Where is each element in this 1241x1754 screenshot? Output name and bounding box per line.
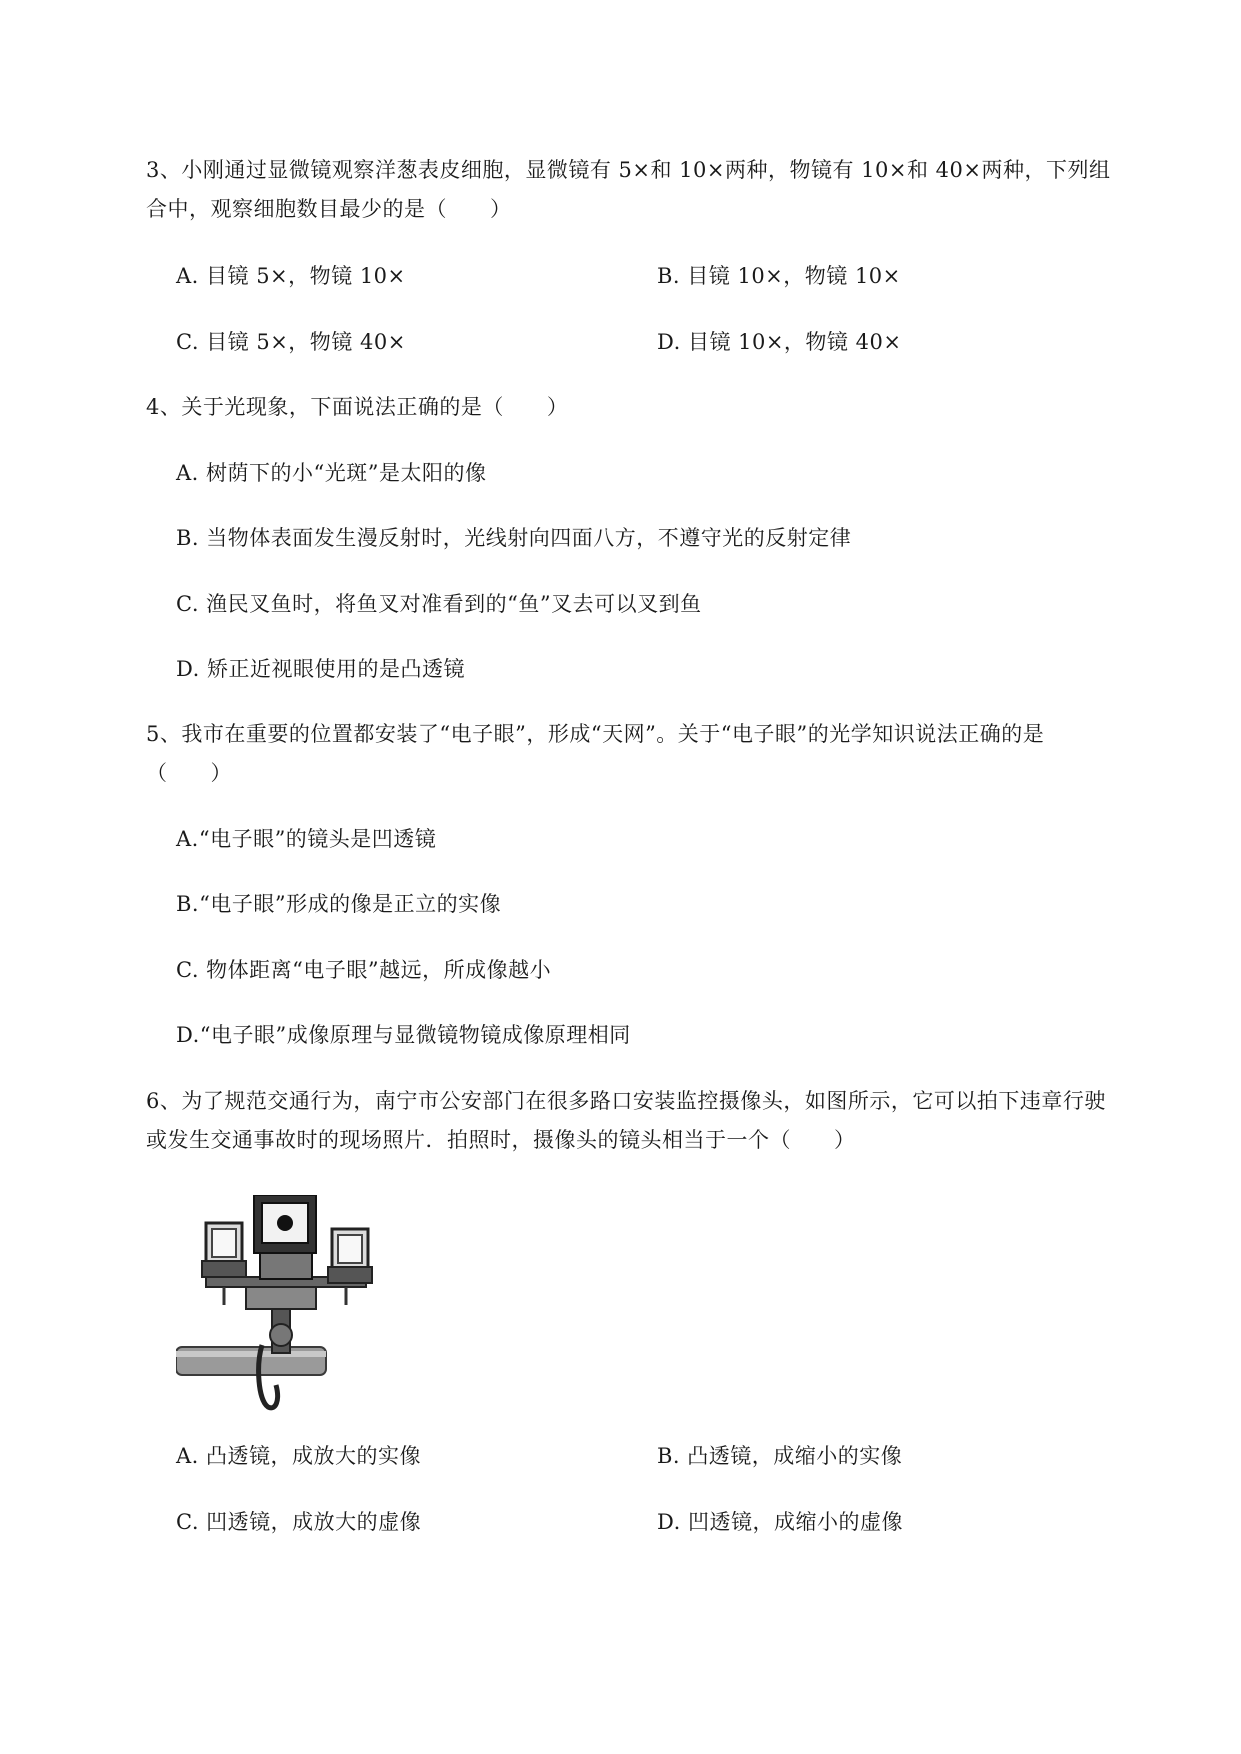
question-4-option-c: C. 渔民叉鱼时，将鱼叉对准看到的“鱼”叉去可以叉到鱼 [176, 592, 702, 616]
question-6-option-d: D. 凹透镜，成缩小的虚像 [657, 1510, 903, 1534]
question-4-option-a: A. 树荫下的小“光斑”是太阳的像 [176, 461, 487, 485]
question-6-stem-line-1: 6、为了规范交通行为，南宁市公安部门在很多路口安装监控摄像头，如图所示，它可以拍下违章行驶 [146, 1089, 1106, 1113]
question-4-stem-line-1: 4、关于光现象，下面说法正确的是（ ） [146, 395, 569, 419]
question-3-stem-line-2: 合中，观察细胞数目最少的是（ ） [146, 197, 512, 221]
question-6-option-a: A. 凸透镜，成放大的实像 [176, 1444, 422, 1468]
question-4-option-d: D. 矫正近视眼使用的是凸透镜 [176, 657, 465, 681]
question-5-option-a: A.“电子眼”的镜头是凹透镜 [176, 827, 437, 851]
question-3-option-a: A. 目镜 5×，物镜 10× [176, 264, 406, 288]
question-3-option-d: D. 目镜 10×，物镜 40× [657, 330, 902, 354]
question-5-option-c: C. 物体距离“电子眼”越远，所成像越小 [176, 958, 552, 982]
question-5-stem-line-2: （ ） [146, 761, 232, 785]
question-3-stem-line-1: 3、小刚通过显微镜观察洋葱表皮细胞，显微镜有 5×和 10×两种，物镜有 10×和 40×两种，下列组 [146, 158, 1111, 182]
question-5-stem-line-1: 5、我市在重要的位置都安装了“电子眼”，形成“天网”。关于“电子眼”的光学知识说法正确的是 [146, 722, 1045, 746]
surveillance-camera-figure [176, 1195, 408, 1421]
question-6-option-b: B. 凸透镜，成缩小的实像 [657, 1444, 903, 1468]
question-6-stem-line-2: 或发生交通事故时的现场照片．拍照时，摄像头的镜头相当于一个（ ） [146, 1128, 856, 1152]
question-5-option-d: D.“电子眼”成像原理与显微镜物镜成像原理相同 [176, 1023, 631, 1047]
question-5-option-b: B.“电子眼”形成的像是正立的实像 [176, 892, 502, 916]
question-3-option-b: B. 目镜 10×，物镜 10× [657, 264, 901, 288]
question-6-option-c: C. 凹透镜，成放大的虚像 [176, 1510, 422, 1534]
question-3-option-c: C. 目镜 5×，物镜 40× [176, 330, 406, 354]
question-4-option-b: B. 当物体表面发生漫反射时，光线射向四面八方，不遵守光的反射定律 [176, 526, 852, 550]
surveillance-camera-illustration [176, 1195, 408, 1421]
